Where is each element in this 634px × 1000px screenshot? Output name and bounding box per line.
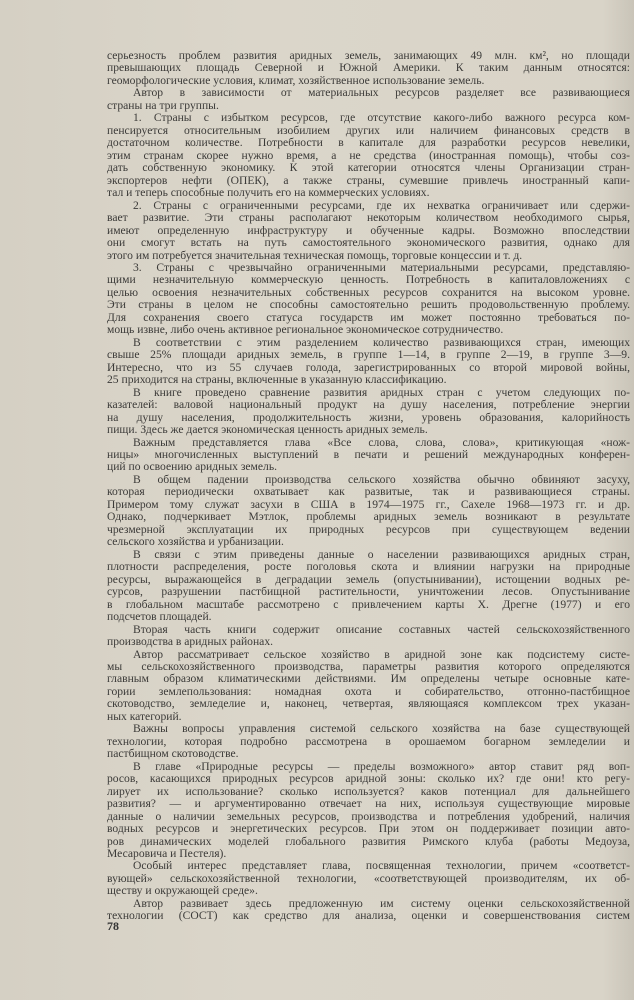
text-line: Важным представляется глава «Все слова, слова, слова», критикующая «нож- [133,435,630,449]
text-line: страны на три группы. [107,98,219,112]
text-line: росов, касающихся природных ресурсов аридной зоны: сколько их? где они! кто регу- [107,772,630,786]
paragraph [107,437,630,474]
text-line: Особый интерес представляет глава, посвященная технологии, причем «соответст- [133,859,630,873]
text-line: тал и теперь способные получить его на коммерческих условиях. [107,186,430,200]
text-line: технологии (СОСТ) как средство для анализа, оценки и совершенствования систем [107,909,630,923]
text-line: главным образом климатическими действиями. Им определены четыре основные кате- [107,672,630,686]
text-line: Для сохранения своего статуса государств им может постоянно требоваться по- [107,310,630,324]
text-line: Автор развивает здесь предложенную им систему оценки сельскохозяйственной [133,896,630,910]
text-line: вает развитие. Эти страны располагают некоторым количеством необходимого сырья, [107,211,630,225]
paragraph [107,898,630,923]
text-line: дать собственную экономику. К этой категории относятся члены Организации стран- [107,161,630,175]
paragraph [107,262,630,337]
text-line: превышающих площадь Северной и Южной Америки. К таким данным относятся: [107,61,630,75]
text-line: они смогут встать на путь самостоятельного экономического развития, однако для [107,236,630,250]
text-line: Интересно, что из 55 случаев голода, зарегистрированных со второй мировой войны, [107,360,630,374]
text-line: ров динамических моделей глобального развития Римского клуба (работы Медоуза, [107,834,630,848]
text-line: пастбищном скотоводстве. [107,747,239,761]
text-line: 1. Страны с избытком ресурсов, где отсутствие какого-либо важного ресурса ком- [133,111,630,125]
text-line: пенсируется относительным изобилием других или наличием финансовых средств в [107,123,630,137]
text-line: сельского хозяйства и урбанизации. [107,535,284,549]
paragraph [107,112,630,199]
text-line: скотоводство, земледелие и, наконец, четвертая, являющаяся комплексом трех указан- [107,697,630,711]
text-line: плотности распределения, росте поголовья скота и влиянии нагрузки на природные [107,560,630,574]
paragraph [107,50,630,87]
text-line: геоморфологические условия, климат, хозяйственное использование земель. [107,73,485,87]
text-line: серьезность проблем развития аридных земель, занимающих 49 млн. км², но площади [107,49,630,62]
text-line: достаточном количестве. Потребности в капитале для разработки ресурсов невелики, [107,136,630,150]
text-line: Примером тому служат засухи в США в 1974—1975 гг., Сахеле 1968—1973 гг. и др. [107,497,630,511]
paragraph [107,200,630,262]
paragraph [107,624,630,649]
text-line: водных ресурсов и энергетических ресурсов. При этом он поддерживает позиции авто- [107,822,630,836]
text-line: ществу и окружающей среде». [107,884,258,898]
body-text [107,50,630,923]
paragraph [107,860,630,897]
text-line: на душу населения, продолжительность жизни, уровень образования, калорийность [107,410,630,424]
text-line: этим странам скорее нужно время, а не средства (иностранная помощь), чтобы соз- [107,148,630,162]
text-line: ций по освоению аридных земель. [107,460,278,474]
text-line: В связи с этим приведены данные о населении развивающихся аридных стран, [133,547,630,561]
text-line: ницы» многочисленных выступлений в печати и решений международных конферен- [107,448,630,461]
text-line: Месаровича и Пестеля). [107,847,227,860]
text-line: щими незначительную коммерческую ценность. Потребность в капиталовложениях с [107,273,630,287]
paragraph [107,761,630,861]
text-line: вующей» сельскохозяйственной технологии, «соответствующей производителям, их об- [107,871,630,885]
text-line: Важны вопросы управления системой сельского хозяйства на базе существующей [133,722,630,736]
text-line: сурсов, разрушении пастбищной растительности, уничтожении лесов. Опустынивание [107,585,630,599]
paragraph [107,649,630,724]
text-line: пищи. Здесь же дается экономическая ценность аридных земель. [107,423,428,437]
text-line: Вторая часть книги содержит описание составных частей сельскохозяйственного [133,622,630,636]
paragraph [107,87,630,112]
paragraph [107,337,630,387]
text-line: технологии, которая подробно рассмотрена в орошаемом богарном земледелии и [107,734,630,748]
text-line: 3. Страны с чрезвычайно ограниченными материальными ресурсами, представляю- [133,260,630,274]
text-line: экспортеров нефти (ОПЕК), а также страны, сумевшие привлечь иностранный капи- [107,173,630,187]
paragraph [107,723,630,760]
text-line: которая периодически охватывает как развитые, так и развивающиеся страны. [107,485,630,499]
text-line: этого им потребуется значительная техническая помощь, торговые концессии и т. д. [107,248,523,262]
text-line: 25 приходится на страны, включенные в указанную классификацию. [107,373,447,387]
text-line: В соответствии с этим разделением количество развивающихся стран, имеющих [133,335,630,349]
text-line: ресурсы, выражающейся в деградации земель (опустынивании), истощении водных ре- [107,572,630,586]
text-line: казателей: валовой национальный продукт на душу населения, потребление энергии [107,398,630,412]
text-line: мощь извне, либо очень активное региональное экономическое сотрудничество. [107,323,504,337]
text-line: В общем падении производства сельского хозяйства обычно обвиняют засуху, [133,472,630,486]
text-line: лирует их использование? сколько используется? каков потенциал для дальнейшего [107,784,630,798]
text-line: производства в аридных районах. [107,635,274,649]
text-line: подсчетов площадей. [107,610,212,624]
text-line: ных категорий. [107,709,182,723]
text-line: имеют определенную инфраструктуру и обученные кадры. Возможно впоследствии [107,223,630,237]
text-line: В главе «Природные ресурсы — пределы возможного» автор ставит ряд воп- [133,759,630,773]
text-line: Автор в зависимости от материальных ресурсов разделяет все развивающиеся [133,86,630,100]
text-line: развития? — и аргументированно отвечает на них, используя существующие мировые [107,797,630,811]
paragraph [107,549,630,624]
paragraph [107,474,630,549]
text-line: свыше 25% площади аридных земель, в группе 1—14, в группе 2—19, в группе 3—9. [107,348,630,362]
paragraph [107,387,630,437]
text-line: данные о наличии земельных ресурсов, производства и потребления удобрений, наличия [107,809,630,823]
text-line: Однако, подчеркивает Мэтлок, проблемы аридных земель возникают в результате [107,510,630,524]
text-line: чрезмерной эксплуатации их природных ресурсов при существующем ведении [107,522,630,536]
text-line: 2. Страны с ограниченными ресурсами, где их нехватка ограничивает или сдержи- [133,198,630,212]
text-line: В книге проведено сравнение развития аридных стран с учетом следующих по- [133,385,630,399]
text-line: мы сельскохозяйственного производства, параметры развития которого определяются [107,659,630,673]
text-line: Эти страны в целом не способны самостоятельно решить продовольственную проблему. [107,298,630,312]
text-line: в глобальном масштабе рассмотрено с привлечением карты Х. Дрегне (1977) и его [107,597,630,611]
page-number: 78 [107,919,119,933]
text-line: Автор рассматривает сельское хозяйство в аридной зоне как подсистему систе- [133,647,630,661]
text-line: гории землепользования: номадная охота и собирательство, отгонно-пастбищное [107,684,630,698]
text-line: целью освоения незначительных собственных ресурсов сохранится на высоком уровне. [107,285,630,299]
